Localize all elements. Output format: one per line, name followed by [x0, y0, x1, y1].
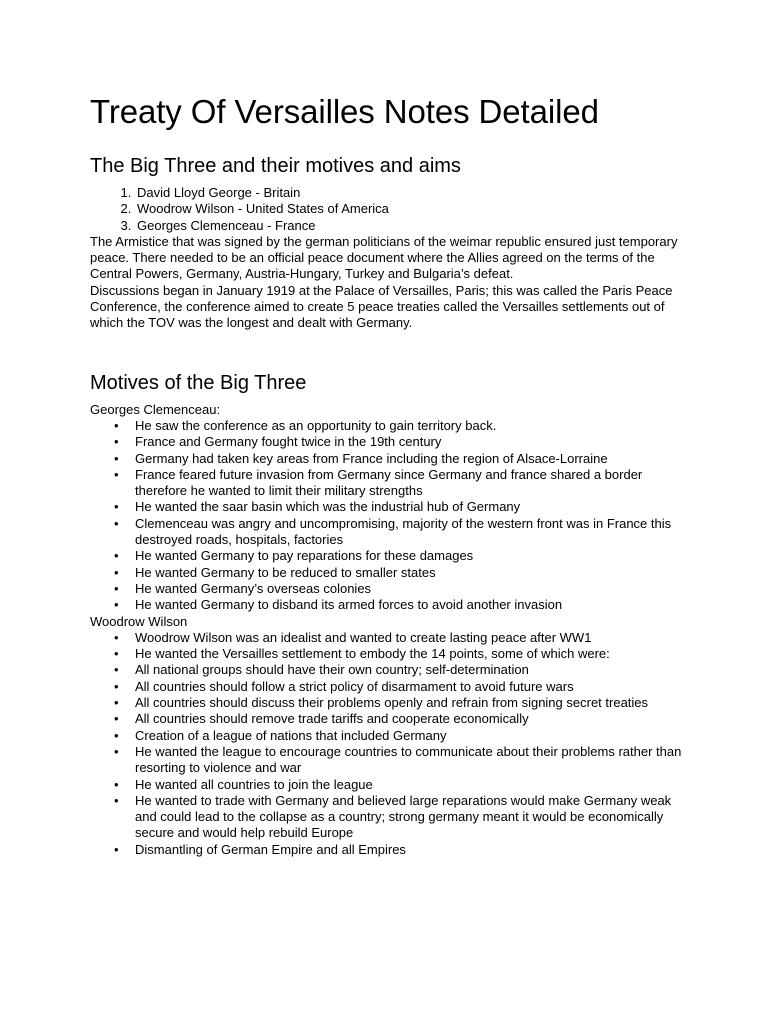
list-item	[90, 418, 690, 434]
bullet-text: He wanted the Versailles settlement to embody the 14 points, some of which were:	[135, 646, 610, 662]
bullet-icon: •	[114, 548, 119, 564]
bullet-icon: •	[114, 564, 119, 580]
bullet-text: Woodrow Wilson was an idealist and wanted to create lasting peace after WW1	[135, 629, 592, 645]
list-item	[90, 695, 690, 711]
document-page	[90, 90, 690, 858]
list-item	[90, 548, 690, 564]
bullet-icon: •	[114, 450, 119, 466]
clemenceau-bullets	[90, 418, 690, 614]
bullet-text: He wanted all countries to join the league	[135, 776, 373, 792]
list-item	[90, 679, 690, 695]
list-item	[90, 744, 690, 777]
bullet-icon: •	[114, 678, 119, 694]
bullet-text: All national groups should have their own country; self-determination	[135, 662, 529, 678]
bullet-text: He wanted Germany to pay reparations for these damages	[135, 548, 474, 564]
bullet-text: He saw the conference as an opportunity to gain territory back.	[135, 417, 497, 433]
paragraph-discussions: Discussions began in January 1919 at the Palace of Versailles, Paris; this was called the Paris Peace Conference, the conference aimed to create 5 peace treaties called the Versailles settlements out of which the TOV was the longest and dealt with Germany.	[90, 282, 673, 331]
bullet-text: France feared future invasion from Germany since Germany and france shared a border therefore he wanted to limit their military strengths	[135, 466, 643, 499]
list-item	[90, 728, 690, 744]
bullet-icon: •	[114, 743, 119, 759]
bullet-icon: •	[114, 776, 119, 792]
bullet-icon: •	[114, 792, 119, 808]
list-item: 1. David Lloyd George - Britain	[135, 185, 690, 201]
list-item	[90, 499, 690, 515]
section-heading-big-three: The Big Three and their motives and aims	[90, 155, 461, 177]
bullet-text: He wanted Germany to disband its armed forces to avoid another invasion	[135, 597, 563, 613]
bullet-text: He wanted the saar basin which was the industrial hub of Germany	[135, 499, 521, 515]
list-item	[90, 516, 690, 549]
bullet-icon: •	[114, 515, 119, 531]
list-item: 2. Woodrow Wilson - United States of America	[135, 201, 690, 217]
list-item	[90, 842, 690, 858]
bullet-text: All countries should remove trade tariffs and cooperate economically	[135, 711, 529, 727]
bullet-text: He wanted Germany to be reduced to smaller states	[135, 564, 436, 580]
bullet-icon: •	[114, 646, 119, 662]
bullet-text: He wanted Germany’s overseas colonies	[135, 580, 372, 596]
bullet-icon: •	[114, 695, 119, 711]
bullet-icon: •	[114, 499, 119, 515]
list-item: 3. Georges Clemenceau - France	[135, 218, 690, 234]
list-item	[90, 646, 690, 662]
bullet-text: All countries should follow a strict policy of disarmament to avoid future wars	[135, 678, 574, 694]
list-item	[90, 565, 690, 581]
list-item	[90, 777, 690, 793]
bullet-icon: •	[114, 466, 119, 482]
list-item	[90, 434, 690, 450]
list-item	[90, 630, 690, 646]
list-item	[90, 711, 690, 727]
bullet-icon: •	[114, 597, 119, 613]
section-heading-motives: Motives of the Big Three	[90, 371, 307, 394]
bullet-icon: •	[114, 434, 119, 450]
bullet-text: All countries should discuss their problems openly and refrain from signing secret treaties	[135, 695, 649, 711]
bullet-text: He wanted the league to encourage countries to communicate about their problems rather than resorting to violence and war	[135, 743, 682, 776]
page-title: Treaty Of Versailles Notes Detailed	[90, 93, 599, 130]
bullet-text: Dismantling of German Empire and all Empires	[135, 841, 406, 857]
bullet-text: Clemenceau was angry and uncompromising, majority of the western front was in France this destroyed roads, hospitals, factories	[135, 515, 672, 548]
bullet-text: France and Germany fought twice in the 19th century	[135, 434, 442, 450]
list-item	[90, 451, 690, 467]
wilson-label: Woodrow Wilson	[90, 613, 188, 629]
list-item	[90, 662, 690, 678]
bullet-icon: •	[114, 711, 119, 727]
bullet-text: He wanted to trade with Germany and believed large reparations would make Germany weak and could lead to the collapse as a country; strong germany meant it would be economically secure and would help rebuild Europe	[135, 792, 672, 841]
bullet-icon: •	[114, 417, 119, 433]
bullet-icon: •	[114, 580, 119, 596]
bullet-text: Creation of a league of nations that included Germany	[135, 727, 447, 743]
paragraph-armistice: The Armistice that was signed by the german politicians of the weimar republic ensured just temporary peace. There needed to be an official peace document where the Allies agreed on the terms of the Central Powers, Germany, Austria-Hungary, Turkey and Bulgaria’s defeat.	[90, 233, 678, 282]
bullet-icon: •	[114, 629, 119, 645]
bullet-icon: •	[114, 727, 119, 743]
list-item	[90, 597, 690, 613]
big-three-list	[90, 185, 690, 234]
bullet-icon: •	[114, 662, 119, 678]
list-item	[90, 793, 690, 842]
bullet-icon: •	[114, 841, 119, 857]
list-item	[90, 467, 690, 500]
list-item	[90, 581, 690, 597]
bullet-text: Germany had taken key areas from France including the region of Alsace-Lorraine	[135, 450, 608, 466]
clemenceau-label: Georges Clemenceau:	[90, 401, 221, 417]
wilson-bullets	[90, 630, 690, 858]
